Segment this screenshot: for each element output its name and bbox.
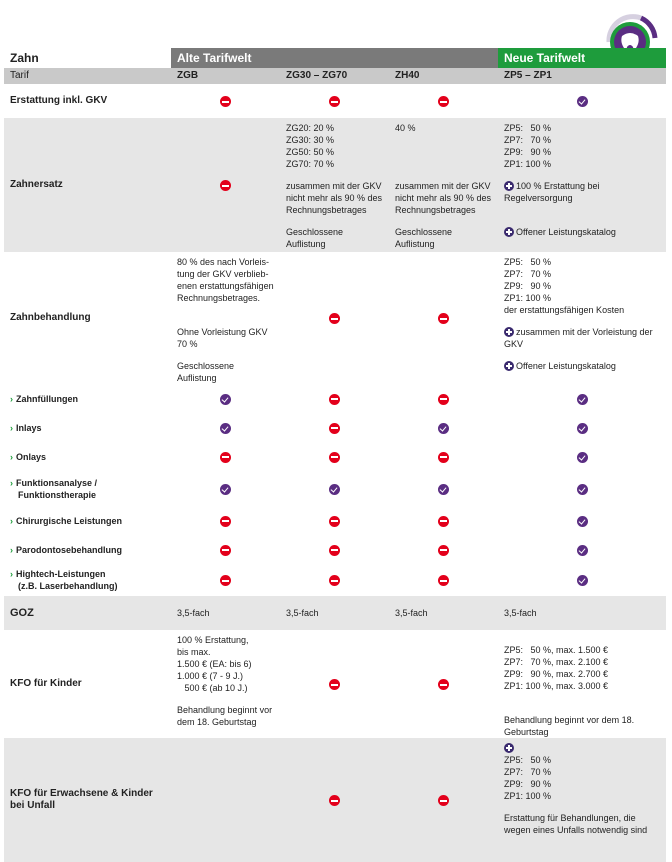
yes-icon xyxy=(577,575,588,586)
text: zusammen mit der GKV nicht mehr als 90 % des Rechnungsbetrages xyxy=(286,181,383,215)
header-neue-tarifwelt: Neue Tarifwelt xyxy=(498,48,666,68)
text: ZP5: 50 %, max. 1.500 € xyxy=(504,645,609,655)
kfo-kinder-zp-cell xyxy=(498,630,666,738)
row-label: Funktionsanalyse / xyxy=(16,477,98,488)
goz-value: 3,5-fach xyxy=(171,596,280,630)
yes-icon xyxy=(438,484,449,495)
text: ZP1: 100 % xyxy=(504,159,552,169)
no-icon xyxy=(329,795,340,806)
row-label: Erstattung inkl. GKV xyxy=(10,95,108,106)
text: 80 % des nach Vorleis-tung der GKV verblieb-enen erstattungsfähigen Rechnungsbetrages. xyxy=(177,257,274,303)
no-icon xyxy=(329,679,340,690)
no-icon xyxy=(438,96,449,107)
yes-icon xyxy=(577,394,588,405)
goz-value: 3,5-fach xyxy=(389,596,498,630)
no-icon xyxy=(329,423,340,434)
behandlung-zgb-cell xyxy=(171,252,280,384)
header-tarif: Tarif xyxy=(4,68,171,84)
no-icon xyxy=(220,575,231,586)
header-zp: ZP5 – ZP1 xyxy=(498,68,666,84)
no-icon xyxy=(438,452,449,463)
row-label: Zahnbehandlung xyxy=(10,312,91,323)
text: 70 % xyxy=(177,339,198,349)
yes-icon xyxy=(220,423,231,434)
text: ZP1: 100 %, max. 3.000 € xyxy=(504,681,609,691)
header-zg: ZG30 – ZG70 xyxy=(280,68,389,84)
row-funktionsanalyse: › Funktionsanalyse / Funktionstherapie xyxy=(4,471,666,506)
yes-icon xyxy=(220,484,231,495)
text: ZP9: 90 % xyxy=(504,779,552,789)
row-label: Hightech-Leistungen xyxy=(16,569,106,579)
no-icon xyxy=(329,96,340,107)
no-icon xyxy=(220,452,231,463)
text: Geschlossene Auflistung xyxy=(177,361,235,383)
text: ZP9: 90 % xyxy=(504,281,552,291)
yes-icon xyxy=(220,394,231,405)
text: ZG20: 20 % xyxy=(286,123,335,133)
no-icon xyxy=(329,516,340,527)
row-chirurgie: › Chirurgische Leistungen xyxy=(4,506,666,535)
row-label: KFO für Kinder xyxy=(10,678,82,689)
row-label: GOZ xyxy=(4,596,171,630)
no-icon xyxy=(438,795,449,806)
text: Offener Leistungskatalog xyxy=(516,227,616,237)
text: ZP1: 100 % xyxy=(504,791,552,801)
yes-icon xyxy=(577,516,588,527)
row-zahnfuellungen: › Zahnfüllungen xyxy=(4,384,666,413)
zahnersatz-zg-cell xyxy=(280,118,389,252)
no-icon xyxy=(438,516,449,527)
text: ZG30: 30 % xyxy=(286,135,335,145)
text: Offener Leistungskatalog xyxy=(516,361,616,371)
yes-icon xyxy=(438,423,449,434)
no-icon xyxy=(329,313,340,324)
text: Geschlossene Auflistung xyxy=(395,227,453,249)
zahnersatz-zh-cell xyxy=(389,118,498,252)
text: ZP7: 70 % xyxy=(504,767,552,777)
no-icon xyxy=(329,452,340,463)
text: bis max. xyxy=(177,647,211,657)
kfo-erw-zp-cell xyxy=(498,738,666,862)
header-zh: ZH40 xyxy=(389,68,498,84)
plus-icon xyxy=(504,181,514,191)
row-label: Onlays xyxy=(16,451,47,462)
row-erstattung xyxy=(4,84,666,118)
row-kfo-kinder xyxy=(4,630,666,738)
no-icon xyxy=(438,545,449,556)
text: ZP9: 90 % xyxy=(504,147,552,157)
no-icon xyxy=(220,180,231,191)
text: 100 % Erstattung bei Regelversorgung xyxy=(504,181,600,203)
text: der erstattungsfähigen Kosten xyxy=(504,305,625,315)
plus-icon xyxy=(504,227,514,237)
no-icon xyxy=(220,96,231,107)
plus-icon xyxy=(504,361,514,371)
text: 100 % Erstattung, xyxy=(177,635,249,645)
yes-icon xyxy=(577,96,588,107)
plus-icon xyxy=(504,743,514,753)
no-icon xyxy=(329,545,340,556)
text: Erstattung für Behandlungen, die wegen eines Unfalls notwendig sind xyxy=(504,813,648,835)
comparison-table xyxy=(4,48,666,862)
text: ZP9: 90 %, max. 2.700 € xyxy=(504,669,609,679)
row-label: Zahnersatz xyxy=(4,118,171,252)
no-icon xyxy=(438,394,449,405)
no-icon xyxy=(329,394,340,405)
text: Ohne Vorleistung GKV xyxy=(177,327,268,337)
row-zahnersatz xyxy=(4,118,666,252)
text: ZP7: 70 % xyxy=(504,269,552,279)
yes-icon xyxy=(329,484,340,495)
text: 1.000 € (7 - 9 J.) xyxy=(177,671,244,681)
no-icon xyxy=(438,575,449,586)
row-zahnbehandlung xyxy=(4,252,666,384)
header-zgb: ZGB xyxy=(171,68,280,84)
text: ZP5: 50 % xyxy=(504,755,552,765)
goz-value: 3,5-fach xyxy=(280,596,389,630)
yes-icon xyxy=(577,423,588,434)
row-label: Inlays xyxy=(16,422,42,433)
row-label: (z.B. Laserbehandlung) xyxy=(18,581,118,591)
behandlung-zp-cell xyxy=(498,252,666,384)
text: ZG50: 50 % xyxy=(286,147,335,157)
text: zusammen mit der Vorleistung der GKV xyxy=(504,327,653,349)
header-zahn: Zahn xyxy=(10,51,39,65)
text: ZP7: 70 % xyxy=(504,135,552,145)
yes-icon xyxy=(577,545,588,556)
text: zusammen mit der GKV nicht mehr als 90 % des Rechnungsbetrages xyxy=(395,181,492,215)
header-alte-tarifwelt: Alte Tarifwelt xyxy=(171,48,498,68)
text: Behandlung beginnt vor dem 18. Geburtstag xyxy=(504,715,635,737)
yes-icon xyxy=(577,484,588,495)
row-inlays: › Inlays xyxy=(4,413,666,442)
text: Geschlossene Auflistung xyxy=(286,227,344,249)
text: Behandlung beginnt vor dem 18. Geburtstag xyxy=(177,705,273,727)
text: ZP5: 50 % xyxy=(504,123,552,133)
text: 40 % xyxy=(395,123,416,133)
no-icon xyxy=(220,516,231,527)
text: ZP7: 70 %, max. 2.100 € xyxy=(504,657,609,667)
row-label: Parodontosebehandlung xyxy=(16,544,123,555)
text: ZP5: 50 % xyxy=(504,257,552,267)
row-goz xyxy=(4,596,666,630)
goz-value: 3,5-fach xyxy=(498,596,666,630)
row-label: KFO für Erwachsene & Kinder bei Unfall xyxy=(4,738,171,862)
kfo-kinder-zgb-cell xyxy=(171,630,280,738)
row-label: Funktionstherapie xyxy=(18,489,97,500)
zahnersatz-zp-cell xyxy=(498,118,666,252)
plus-icon xyxy=(504,327,514,337)
no-icon xyxy=(220,545,231,556)
text: 1.500 € (EA: bis 6) xyxy=(177,659,252,669)
row-label: Zahnfüllungen xyxy=(16,393,78,404)
no-icon xyxy=(438,679,449,690)
text: ZG70: 70 % xyxy=(286,159,335,169)
row-hightech: › Hightech-Leistungen (z.B. Laserbehandlung) xyxy=(4,564,666,596)
text: 500 € (ab 10 J.) xyxy=(177,683,248,693)
text: ZP1: 100 % xyxy=(504,293,552,303)
no-icon xyxy=(329,575,340,586)
yes-icon xyxy=(577,452,588,463)
row-onlays: › Onlays xyxy=(4,442,666,471)
row-parodontose: › Parodontosebehandlung xyxy=(4,535,666,564)
no-icon xyxy=(438,313,449,324)
row-kfo-erwachsene xyxy=(4,738,666,862)
row-label: Chirurgische Leistungen xyxy=(16,515,123,526)
